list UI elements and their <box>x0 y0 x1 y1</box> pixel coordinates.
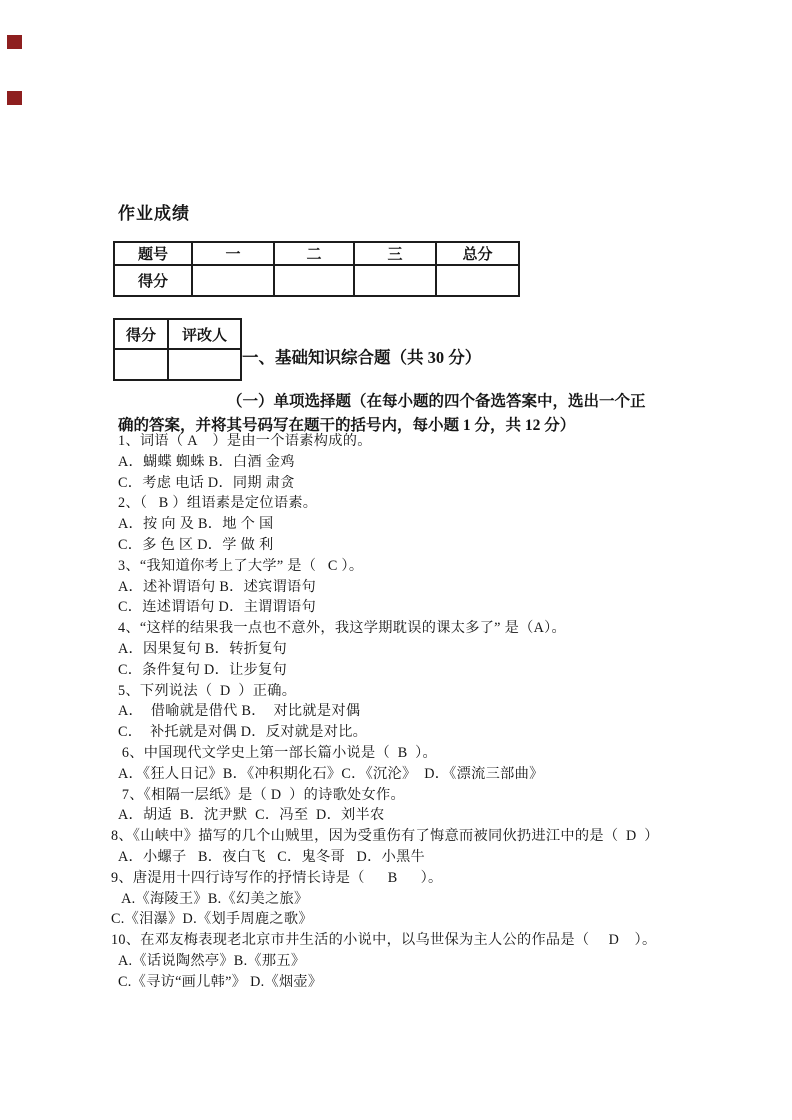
score-table-header-part-3: 三 <box>354 242 436 265</box>
q6-stem: 6、中国现代文学史上第一部长篇小说是（ B ）。 <box>118 744 438 761</box>
red-stamp-marker-top <box>7 35 22 49</box>
score-table-header-question-no: 题号 <box>114 242 192 265</box>
q2-options-cd: C．多 色 区 D．学 做 利 <box>118 536 274 553</box>
score-table-header-row <box>114 242 519 265</box>
q5-stem: 5、下列说法（ D ）正确。 <box>118 682 297 699</box>
score-summary-table <box>113 241 520 297</box>
score-cell-empty <box>436 265 519 296</box>
q3-stem: 3、“我知道你考上了大学” 是（ C ）。 <box>118 557 364 574</box>
q1-stem: 1、词语（ A ）是由一个语素构成的。 <box>118 433 372 449</box>
q7-stem: 7、《相隔一层纸》是（ D ）的诗歌处女作。 <box>118 786 406 803</box>
grader-table <box>113 318 242 381</box>
q10-options-cd: C.《寻访“画儿韩”》 D.《烟壶》 <box>118 973 323 990</box>
q8-options: A．小螺子 B．夜白飞 C．鬼冬哥 D．小黑牛 <box>118 848 426 865</box>
q5-options-ab: A． 借喻就是借代 B． 对比就是对偶 <box>118 703 361 720</box>
score-table-header-part-2: 二 <box>274 242 354 265</box>
q4-options-cd: C．条件复句 D．让步复句 <box>118 661 288 678</box>
score-cell-empty <box>192 265 274 296</box>
q6-options: A．《狂人日记》B．《冲积期化石》C．《沉沦》 D．《漂流三部曲》 <box>118 765 544 782</box>
questions-body <box>111 431 738 993</box>
grader-cell-empty <box>114 349 168 380</box>
q10-stem: 10、在邓友梅表现老北京市井生活的小说中，以乌世保为主人公的作品是（ D ）。 <box>111 932 657 949</box>
q4-options-ab: A．因果复句 B．转折复句 <box>118 640 288 657</box>
q10-options-ab: A.《话说陶然亭》B.《那五》 <box>118 952 306 969</box>
q9-options-ab: A.《海陵王》B.《幻美之旅》 <box>118 890 309 907</box>
q4-stem: 4、“这样的结果我一点也不意外，我这学期耽误的课太多了” 是（A）。 <box>118 620 567 637</box>
q3-options-ab: A．述补谓语句 B．述宾谓语句 <box>118 578 317 595</box>
grader-cell-empty <box>168 349 241 380</box>
section-1-heading: 一、基础知识综合题（共 30 分） <box>242 348 482 367</box>
q9-stem: 9、唐湜用十四行诗写作的抒情长诗是（ B ）。 <box>111 869 443 886</box>
q8-stem: 8、《山峡中》描写的几个山贼里，因为受重伤有了悔意而被同伙扔进江中的是（ D ） <box>111 828 659 845</box>
q7-options: A．胡适 B．沈尹默 C．冯至 D．刘半农 <box>118 807 385 824</box>
score-cell-empty <box>274 265 354 296</box>
q2-stem: 2、（ B ）组语素是定位语素。 <box>118 495 318 512</box>
grader-table-header-row <box>114 319 241 349</box>
score-table-header-part-1: 一 <box>192 242 274 265</box>
grader-table-score-label: 得分 <box>114 319 168 349</box>
q2-options-ab: A．按 向 及 B．地 个 国 <box>118 516 274 533</box>
q3-options-cd: C．连述谓语句 D．主谓谓语句 <box>118 599 317 616</box>
grader-table-grader-label: 评改人 <box>168 319 241 349</box>
page-title: 作业成绩 <box>118 204 190 223</box>
score-row-label: 得分 <box>114 265 192 296</box>
subsection-intro-line-1: （一）单项选择题（在每小题的四个备选答案中，选出一个正 <box>227 393 646 410</box>
score-table-score-row <box>114 265 519 296</box>
q1-options-cd: C．考虑 电话 D．同期 肃贪 <box>118 474 295 491</box>
q9-options-cd: C.《泪瀑》D.《划手周鹿之歌》 <box>111 911 313 928</box>
grader-table-empty-row <box>114 349 241 380</box>
score-cell-empty <box>354 265 436 296</box>
q1-options-ab: A．蝴蝶 蜘蛛 B．白酒 金鸡 <box>118 453 295 470</box>
subsection-intro-line-2: 确的答案，并将其号码写在题干的括号内，每小题 1 分，共 12 分） <box>118 417 576 434</box>
score-table-header-total: 总分 <box>436 242 519 265</box>
red-stamp-marker-bottom <box>7 91 22 105</box>
q5-options-cd: C． 补托就是对偶 D．反对就是对比。 <box>118 724 368 741</box>
